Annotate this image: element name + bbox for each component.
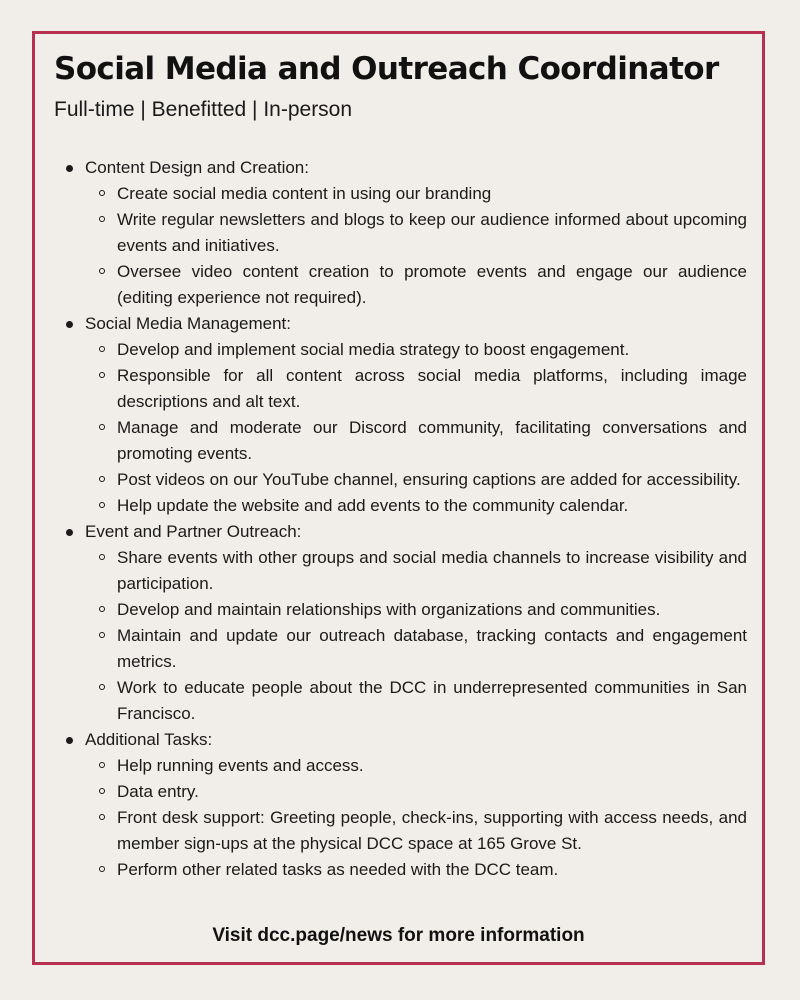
list-item: Share events with other groups and social media channels to increase visibility and participation. — [85, 545, 747, 597]
section-items-list — [85, 545, 747, 727]
list-item: Manage and moderate our Discord community, facilitating conversations and promoting events. — [85, 415, 747, 467]
footer-more-info: Visit dcc.page/news for more information — [212, 925, 585, 946]
list-item: Help running events and access. — [85, 753, 747, 779]
list-item: Data entry. — [85, 779, 747, 805]
list-item: Develop and implement social media strategy to boost engagement. — [85, 337, 747, 363]
section-items-list — [85, 181, 747, 311]
section-content-design — [54, 155, 747, 311]
section-event-partner-outreach — [54, 519, 747, 727]
section-heading: Social Media Management: — [85, 314, 292, 333]
list-item: Maintain and update our outreach database, tracking contacts and engagement metrics. — [85, 623, 747, 675]
page-title: Social Media and Outreach Coordinator — [54, 51, 719, 87]
section-items-list — [85, 337, 747, 519]
list-item: Front desk support: Greeting people, check-ins, supporting with access needs, and member sign-ups at the physical DCC space at 165 Grove St. — [85, 805, 747, 857]
section-items-list — [85, 753, 747, 883]
list-item: Develop and maintain relationships with organizations and communities. — [85, 597, 747, 623]
list-item: Post videos on our YouTube channel, ensuring captions are added for accessibility. — [85, 467, 747, 493]
list-item: Responsible for all content across social media platforms, including image descriptions and alt text. — [85, 363, 747, 415]
job-type-subtitle: Full-time | Benefitted | In-person — [54, 98, 353, 121]
list-item: Create social media content in using our branding — [85, 181, 747, 207]
section-heading: Event and Partner Outreach: — [85, 522, 302, 541]
section-additional-tasks — [54, 727, 747, 883]
list-item: Perform other related tasks as needed with the DCC team. — [85, 857, 747, 883]
section-heading: Additional Tasks: — [85, 730, 213, 749]
list-item: Oversee video content creation to promote events and engage our audience (editing experience not required). — [85, 259, 747, 311]
list-item: Help update the website and add events to the community calendar. — [85, 493, 747, 519]
responsibilities-content — [54, 155, 747, 883]
responsibility-sections-list — [54, 155, 747, 883]
list-item: Work to educate people about the DCC in underrepresented communities in San Francisco. — [85, 675, 747, 727]
section-heading: Content Design and Creation: — [85, 158, 309, 177]
section-social-media-management — [54, 311, 747, 519]
list-item: Write regular newsletters and blogs to keep our audience informed about upcoming events and initiatives. — [85, 207, 747, 259]
